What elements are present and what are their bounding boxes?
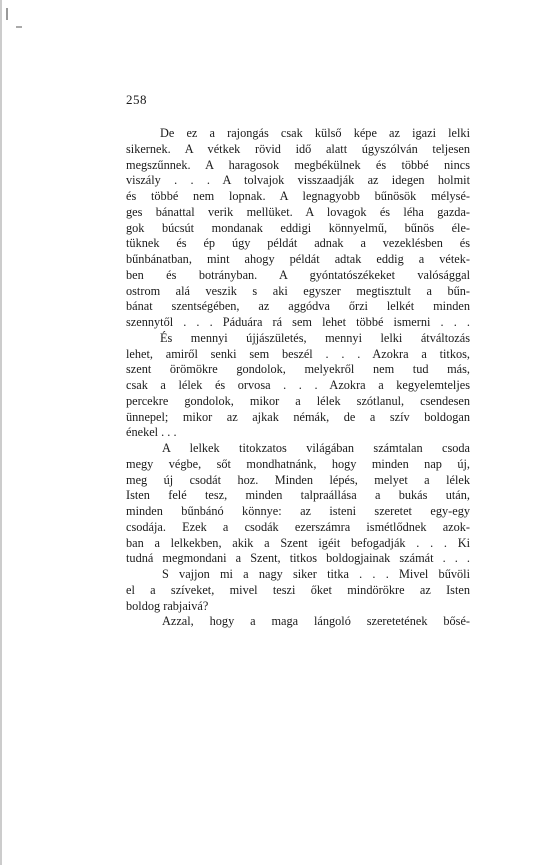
text-line: percekre gondolok, mikor a lélek szótlanul, csendesen bbox=[126, 393, 470, 408]
text-line: ban a lelkekben, akik a Szent igéit befogadják . . . Ki bbox=[126, 535, 470, 550]
text-line: tudná megmondani a Szent, titkos boldogjainak számát . . . bbox=[126, 551, 470, 566]
text-line: minden bűnbánó könnye: az isteni szeretet egy-egy bbox=[126, 504, 470, 518]
text-line: Isten felé tesz, minden talpraállása a bukás után, bbox=[126, 488, 470, 503]
text-line: gok búcsút mondanak eddigi könnyelmű, bűnös éle- bbox=[126, 220, 470, 235]
text-line: De ez a rajongás csak külső képe az igazi lelki bbox=[160, 126, 470, 140]
text-line: el a szíveket, mivel teszi őket mindörökre az Isten bbox=[126, 582, 470, 597]
text-line: megy végbe, sőt mondhatnánk, hogy minden nap új, bbox=[126, 456, 470, 471]
text-line: ben és botrányban. A gyóntatószékeket valósággal bbox=[126, 267, 470, 282]
text-line: boldog rabjaivá? bbox=[126, 598, 209, 613]
text-line: meg új csodát hoz. Minden lépés, melyet a lélek bbox=[126, 472, 470, 487]
text-line: bánat szentségében, az aggódva őrzi lelkét minden bbox=[126, 299, 470, 314]
scan-artifact-mark bbox=[6, 8, 8, 20]
text-line: sikernek. A vétkek rövid idő alatt úgyszólván teljesen bbox=[126, 141, 470, 156]
text-line: ünnepel; mikor az ajkak némák, de a szív boldogan bbox=[126, 409, 470, 424]
text-line: és többé nem lopnak. A legnagyobb bűnösök mélysé- bbox=[126, 189, 470, 203]
body-text bbox=[126, 126, 470, 630]
text-line: S vajjon mi a nagy siker titka . . . Mivel bűvöli bbox=[162, 567, 470, 581]
text-line: És mennyi újjászületés, mennyi lelki átváltozás bbox=[160, 330, 470, 345]
text-line: szent örömökre gondolok, melyekről nem tud más, bbox=[126, 362, 470, 377]
text-line: viszály . . . A tolvajok visszaadják az idegen holmit bbox=[126, 173, 470, 188]
text-line: ostrom alá veszik s aki egyszer megtisztult a bűn- bbox=[126, 283, 470, 298]
text-line: A lelkek titokzatos világában számtalan csoda bbox=[162, 441, 470, 455]
text-line: énekel . . . bbox=[126, 425, 177, 440]
text-line: megszűnnek. A haragosok megbékülnek és többé nincs bbox=[126, 157, 470, 172]
text-line: lehet, amiről senki sem beszél . . . Azokra a titkos, bbox=[126, 346, 470, 361]
text-line: ges bánattal verik mellüket. A lovagok és léha gazda- bbox=[126, 204, 470, 219]
text-line: csodája. Ezek a csodák ezerszámra ismétlődnek azok- bbox=[126, 519, 470, 534]
scan-artifact-mark bbox=[16, 26, 22, 28]
text-line: csak a lélek és orvosa . . . Azokra a kegyelemteljes bbox=[126, 378, 470, 392]
scan-edge-line bbox=[0, 0, 2, 865]
page-number: 258 bbox=[126, 92, 147, 107]
text-line: tüknek és ép úgy példát adnak a vezeklésben és bbox=[126, 236, 470, 251]
text-line: szennytől . . . Páduára rá sem lehet többé ismerni . . . bbox=[126, 315, 470, 329]
text-line: bűnbánatban, mint ahogy példát adtak eddig a vétek- bbox=[126, 252, 470, 266]
text-line: Azzal, hogy a maga lángoló szeretetének bősé- bbox=[162, 614, 470, 629]
